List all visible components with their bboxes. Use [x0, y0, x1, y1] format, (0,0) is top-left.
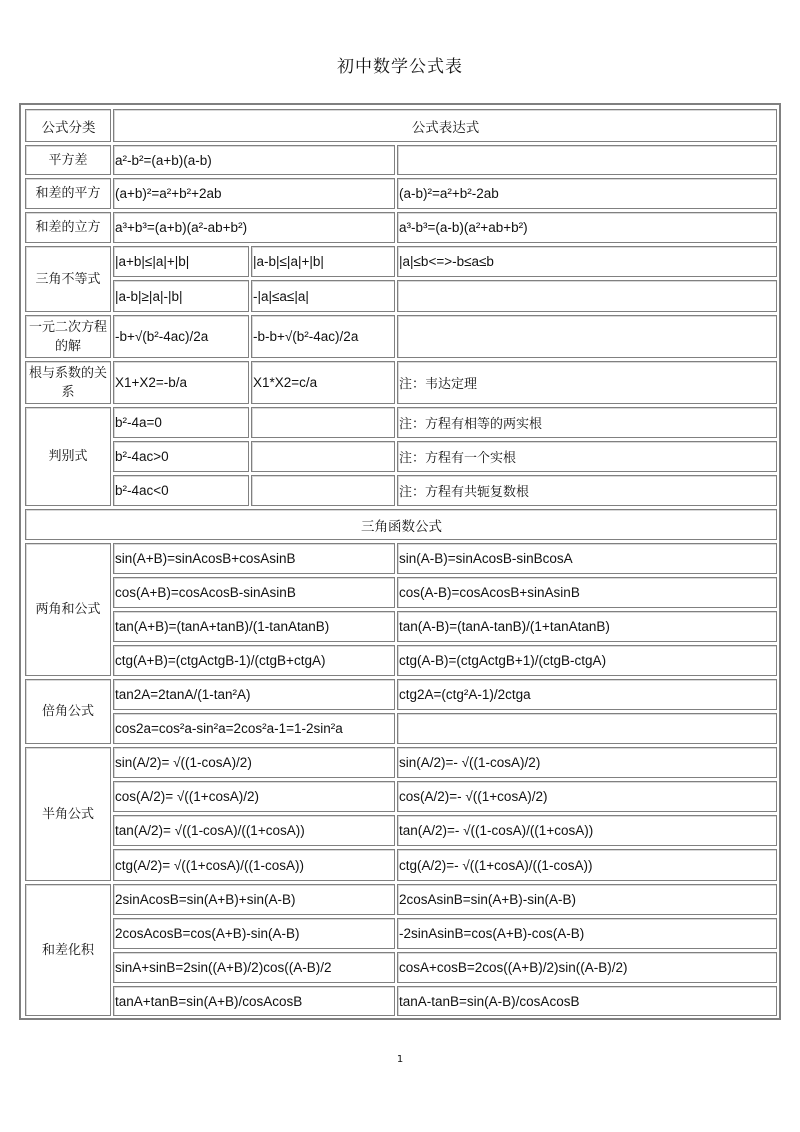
formula-tan-double: tan2A=2tanA/(1-tan²A)	[113, 679, 395, 710]
formula-cos-diff: cos(A-B)=cosAcosB+sinAsinB	[397, 577, 777, 608]
label-discriminant: 判别式	[25, 407, 111, 506]
empty-cell	[397, 280, 777, 312]
formula-product-2a: 2cosAcosB=cos(A+B)-sin(A-B)	[113, 918, 395, 949]
formula-sum-square: (a+b)²=a²+b²+2ab	[113, 178, 395, 209]
formula-triangle-5: -|a|≤a≤|a|	[251, 280, 395, 312]
formula-quadratic-1: -b+√(b²-4ac)/2a	[113, 315, 249, 358]
empty-cell	[251, 441, 395, 472]
formula-triangle-3: |a|≤b<=>-b≤a≤b	[397, 246, 777, 277]
formula-diff-cube: a³-b³=(a-b)(a²+ab+b²)	[397, 212, 777, 243]
header-expression: 公式表达式	[113, 109, 777, 142]
note-vieta: 注：韦达定理	[397, 361, 777, 404]
formula-product-1a: 2sinAcosB=sin(A+B)+sin(A-B)	[113, 884, 395, 915]
empty-cell	[251, 407, 395, 438]
formula-square-difference: a²-b²=(a+b)(a-b)	[113, 145, 395, 175]
formula-table	[19, 103, 781, 1020]
formula-cos-sum: cos(A+B)=cosAcosB-sinAsinB	[113, 577, 395, 608]
formula-cos-half-pos: cos(A/2)= √((1+cosA)/2)	[113, 781, 395, 812]
formula-ctg-double: ctg2A=(ctg²A-1)/2ctga	[397, 679, 777, 710]
empty-cell	[397, 145, 777, 175]
empty-cell	[251, 475, 395, 506]
formula-product-4b: tanA-tanB=sin(A-B)/cosAcosB	[397, 986, 777, 1016]
label-sum-diff-cube: 和差的立方	[25, 212, 111, 243]
formula-triangle-2: |a-b|≤|a|+|b|	[251, 246, 395, 277]
label-roots-coefficients: 根与系数的关系	[25, 361, 111, 404]
formula-discriminant-3: b²-4ac<0	[113, 475, 249, 506]
formula-triangle-4: |a-b|≥|a|-|b|	[113, 280, 249, 312]
trig-section-title: 三角函数公式	[25, 509, 777, 540]
label-half-angle: 半角公式	[25, 747, 111, 881]
formula-diff-square: (a-b)²=a²+b²-2ab	[397, 178, 777, 209]
formula-ctg-sum: ctg(A+B)=(ctgActgB-1)/(ctgB+ctgA)	[113, 645, 395, 676]
formula-tan-half-neg: tan(A/2)=- √((1-cosA)/((1+cosA))	[397, 815, 777, 846]
note-discriminant-3: 注：方程有共轭复数根	[397, 475, 777, 506]
formula-roots-product: X1*X2=c/a	[251, 361, 395, 404]
formula-product-4a: tanA+tanB=sin(A+B)/cosAcosB	[113, 986, 395, 1016]
formula-cos-half-neg: cos(A/2)=- √((1+cosA)/2)	[397, 781, 777, 812]
formula-discriminant-1: b²-4a=0	[113, 407, 249, 438]
formula-sin-half-pos: sin(A/2)= √((1-cosA)/2)	[113, 747, 395, 778]
label-double-angle: 倍角公式	[25, 679, 111, 744]
formula-sum-cube: a³+b³=(a+b)(a²-ab+b²)	[113, 212, 395, 243]
formula-triangle-1: |a+b|≤|a|+|b|	[113, 246, 249, 277]
label-sum-to-product: 和差化积	[25, 884, 111, 1016]
empty-cell	[397, 315, 777, 358]
formula-ctg-half-pos: ctg(A/2)= √((1+cosA)/((1-cosA))	[113, 849, 395, 881]
label-angle-sum: 两角和公式	[25, 543, 111, 676]
formula-tan-diff: tan(A-B)=(tanA-tanB)/(1+tanAtanB)	[397, 611, 777, 642]
formula-cos-double: cos2a=cos²a-sin²a=2cos²a-1=1-2sin²a	[113, 713, 395, 744]
formula-tan-sum: tan(A+B)=(tanA+tanB)/(1-tanAtanB)	[113, 611, 395, 642]
formula-sin-diff: sin(A-B)=sinAcosB-sinBcosA	[397, 543, 777, 574]
formula-quadratic-2: -b-b+√(b²-4ac)/2a	[251, 315, 395, 358]
formula-product-3a: sinA+sinB=2sin((A+B)/2)cos((A-B)/2	[113, 952, 395, 983]
formula-ctg-half-neg: ctg(A/2)=- √((1+cosA)/((1-cosA))	[397, 849, 777, 881]
empty-cell	[397, 713, 777, 744]
label-sum-diff-square: 和差的平方	[25, 178, 111, 209]
formula-sin-sum: sin(A+B)=sinAcosB+cosAsinB	[113, 543, 395, 574]
formula-sin-half-neg: sin(A/2)=- √((1-cosA)/2)	[397, 747, 777, 778]
formula-ctg-diff: ctg(A-B)=(ctgActgB+1)/(ctgB-ctgA)	[397, 645, 777, 676]
document-title: 初中数学公式表	[337, 57, 463, 77]
formula-product-3b: cosA+cosB=2cos((A+B)/2)sin((A-B)/2)	[397, 952, 777, 983]
label-quadratic-solution: 一元二次方程的解	[25, 315, 111, 358]
label-square-difference: 平方差	[25, 145, 111, 175]
formula-roots-sum: X1+X2=-b/a	[113, 361, 249, 404]
page-number: 1	[396, 1054, 404, 1065]
label-triangle-inequality: 三角不等式	[25, 246, 111, 312]
formula-product-2b: -2sinAsinB=cos(A+B)-cos(A-B)	[397, 918, 777, 949]
note-discriminant-2: 注：方程有一个实根	[397, 441, 777, 472]
formula-tan-half-pos: tan(A/2)= √((1-cosA)/((1+cosA))	[113, 815, 395, 846]
header-category: 公式分类	[25, 109, 111, 142]
formula-discriminant-2: b²-4ac>0	[113, 441, 249, 472]
note-discriminant-1: 注：方程有相等的两实根	[397, 407, 777, 438]
formula-product-1b: 2cosAsinB=sin(A+B)-sin(A-B)	[397, 884, 777, 915]
